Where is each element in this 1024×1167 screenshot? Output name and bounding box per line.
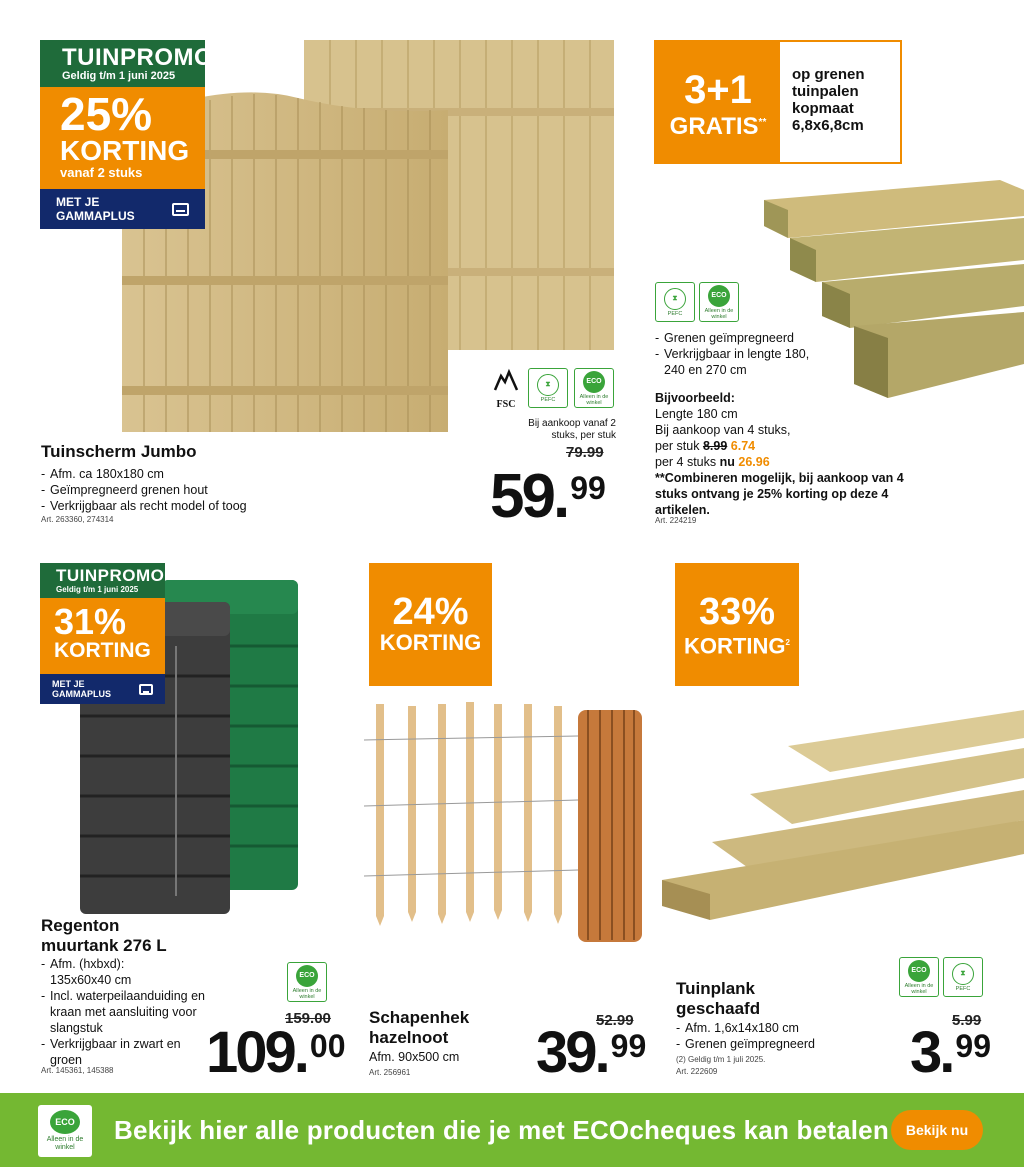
tuinplank-title-line: Tuinplank	[676, 979, 756, 998]
fsc-label: FSC	[496, 399, 516, 410]
banner-eco-sub: Alleen in de winkel	[46, 1136, 84, 1151]
tuinpalen-specs	[655, 330, 825, 378]
eco-cert-icon	[699, 282, 739, 322]
regenton-title-line: muurtank 276 L	[41, 936, 167, 955]
gammaplus-card-icon	[172, 203, 189, 216]
promo-header	[40, 40, 214, 87]
price-decimals: 99	[570, 470, 606, 506]
per4-label: per 4 stuks	[655, 455, 717, 469]
promo-valid: Geldig t/m 1 juni 2025	[56, 585, 139, 594]
example-line: Lengte 180 cm	[655, 407, 738, 421]
deal-gratis-label: GRATIS	[669, 113, 759, 140]
banner-eco-title: ECO	[50, 1110, 80, 1134]
tuinscherm-specs	[41, 466, 281, 514]
schapenhek-image	[364, 700, 644, 950]
promo-footer-label: MET JE GAMMAPLUS	[56, 195, 135, 223]
tuinplank-title	[676, 979, 760, 1019]
tuinpalen-example	[655, 390, 915, 518]
bekijk-nu-button[interactable]: Bekijk nu	[891, 1110, 983, 1150]
discount-korting: KORTING	[379, 630, 482, 655]
tuinplank-title-line: geschaafd	[676, 999, 761, 1018]
tuinscherm-old-price: 79.99	[566, 444, 604, 461]
price-dot: .	[939, 1020, 956, 1085]
eco-label: ECO	[708, 285, 730, 307]
spec-item: - Incl. waterpeilaanduiding en kraan met aansluiting voor slangstuk	[41, 988, 209, 1036]
schapenhek-discount-badge	[369, 563, 492, 686]
schapenhek-title	[369, 1008, 469, 1048]
pefc-label: PEFC	[955, 985, 971, 992]
eco-cert-icon	[574, 368, 614, 408]
tuinpalen-deal-box	[654, 40, 902, 164]
schapenhek-title-line: hazelnoot	[369, 1028, 449, 1047]
spec-item: - Grenen geïmpregneerd	[676, 1036, 836, 1052]
example-title: Bijvoorbeeld:	[655, 391, 735, 405]
banner-text[interactable]: Bekijk hier alle producten die je met ECOcheques kan betalen	[114, 1115, 889, 1145]
tuinplank-image	[660, 708, 1024, 928]
per4-nu: nu	[719, 455, 735, 469]
promo-footer-label: MET JE GAMMAPLUS	[52, 679, 111, 699]
eco-cert-sublabel: Alleen in de winkel	[292, 987, 322, 1000]
eco-label: ECO	[583, 371, 605, 393]
tuinscherm-promo-badge	[40, 40, 214, 229]
promo-korting: KORTING	[54, 639, 151, 662]
schapenhek-title-line: Schapenhek	[369, 1008, 470, 1027]
discount-value: 24%	[392, 591, 469, 633]
tuinplank-art: Art. 222609	[676, 1067, 718, 1076]
gammaplus-card-icon	[139, 684, 153, 695]
promo-min: vanaf 2 stuks	[60, 165, 143, 180]
eco-label: ECO	[908, 960, 930, 982]
deal-value: 3+1	[684, 68, 752, 112]
eco-cert-icon	[899, 957, 939, 997]
eco-cert-sublabel: Alleen in de winkel	[904, 982, 934, 995]
fsc-logo-icon	[486, 368, 526, 410]
per4-new: 26.96	[738, 455, 770, 469]
tuinscherm-condition: Bij aankoop vanaf 2 stuks, per stuk	[528, 418, 616, 441]
deal-orange-block	[656, 42, 780, 162]
regenton-old-price: 159.00	[285, 1010, 331, 1027]
pefc-cert-icon: ⧗ PEFC	[943, 957, 983, 997]
promo-discount: 31%	[54, 601, 127, 642]
eco-cheque-icon	[38, 1105, 92, 1157]
discount-value: 33%	[698, 591, 776, 633]
discount-korting-label: KORTING	[684, 633, 786, 659]
tuinplank-note: (2) Geldig t/m 1 juli 2025.	[676, 1055, 766, 1064]
price-dot: .	[293, 1020, 310, 1085]
price-decimals: 99	[955, 1028, 991, 1064]
price-integer: 59	[490, 462, 553, 531]
promo-footer	[40, 189, 205, 229]
example-line: Bij aankoop van 4 stuks,	[655, 423, 791, 437]
price-dot: .	[594, 1020, 611, 1085]
spec-item: - Verkrijgbaar als recht model of toog	[41, 498, 281, 514]
promo-footer	[40, 674, 165, 704]
pefc-label: PEFC	[540, 396, 556, 403]
eco-cert-sublabel: Alleen in de winkel	[579, 393, 609, 406]
tuinplank-specs	[676, 1020, 836, 1052]
promo-header	[40, 563, 165, 598]
tuinscherm-title: Tuinscherm Jumbo	[41, 442, 197, 461]
regenton-specs	[41, 956, 209, 1068]
spec-item: - Afm. (hxbxd): 135x60x40 cm	[41, 956, 151, 988]
spec-item: - Afm. ca 180x180 cm	[41, 466, 281, 482]
eco-cert-sublabel: Alleen in de winkel	[704, 307, 734, 320]
pefc-cert-icon: ⧗ PEFC	[655, 282, 695, 322]
per-stuk-old: 8.99	[702, 439, 728, 453]
tuinscherm-price	[490, 462, 606, 531]
tuinpalen-image	[760, 178, 1024, 426]
deal-headline: op grenen tuinpalen kopmaat 6,8x6,8cm	[792, 66, 865, 134]
per-stuk-new: 6.74	[730, 439, 756, 453]
promo-discount: 25%	[60, 88, 153, 140]
per-stuk-label: per stuk	[655, 439, 700, 453]
schapenhek-old-price: 52.99	[596, 1012, 634, 1029]
spec-item: - Verkrijgbaar in lengte 180, 240 en 270 cm	[655, 346, 825, 378]
regenton-title	[41, 916, 167, 956]
price-decimals: 00	[309, 1028, 346, 1064]
example-per-stuk	[655, 438, 915, 454]
tuinscherm-art: Art. 263360, 274314	[41, 515, 114, 524]
tuinplank-old-price: 5.99	[952, 1012, 982, 1029]
promo-korting: KORTING	[60, 135, 190, 166]
promo-title: TUINPROMO	[62, 44, 214, 71]
spec-item: - Verkrijgbaar in zwart en groen	[41, 1036, 186, 1068]
example-per4	[655, 454, 915, 470]
example-note: **Combineren mogelijk, bij aankoop van 4 stuks ontvang je 25% korting op deze 4 artikelen.	[655, 471, 904, 517]
spec-item: - Afm. 1,6x14x180 cm	[676, 1020, 836, 1036]
price-integer: 39	[536, 1020, 595, 1085]
price-decimals: 99	[610, 1028, 647, 1064]
spec-item: - Geïmpregneerd grenen hout	[41, 482, 281, 498]
price-integer: 109	[206, 1020, 294, 1085]
tuinpalen-art: Art. 224219	[655, 516, 697, 525]
regenton-art: Art. 145361, 145388	[41, 1066, 114, 1075]
regenton-title-line: Regenton	[41, 916, 120, 935]
pefc-cert-icon: ⧗ PEFC	[528, 368, 568, 408]
discount-korting	[675, 631, 799, 658]
spec-item: - Grenen geïmpregneerd	[655, 330, 825, 346]
deal-gratis	[656, 110, 780, 140]
promo-title: TUINPROMO	[56, 566, 165, 585]
discount-korting-mark: 2	[785, 638, 790, 647]
price-dot: .	[552, 462, 571, 531]
regenton-promo-badge	[40, 563, 165, 704]
eco-cert-icon: ECO Alleen in de winkel	[287, 962, 327, 1002]
promo-valid: Geldig t/m 1 juni 2025	[62, 70, 176, 82]
price-integer: 3	[910, 1020, 940, 1085]
pefc-label: PEFC	[667, 310, 683, 317]
schapenhek-art: Art. 256961	[369, 1068, 411, 1077]
tuinplank-discount-badge	[675, 563, 799, 686]
ecocheques-banner[interactable]	[0, 1093, 1024, 1167]
regenton-price	[206, 1020, 346, 1085]
deal-gratis-mark: **	[758, 117, 767, 128]
schapenhek-spec: Afm. 90x500 cm	[369, 1050, 460, 1064]
